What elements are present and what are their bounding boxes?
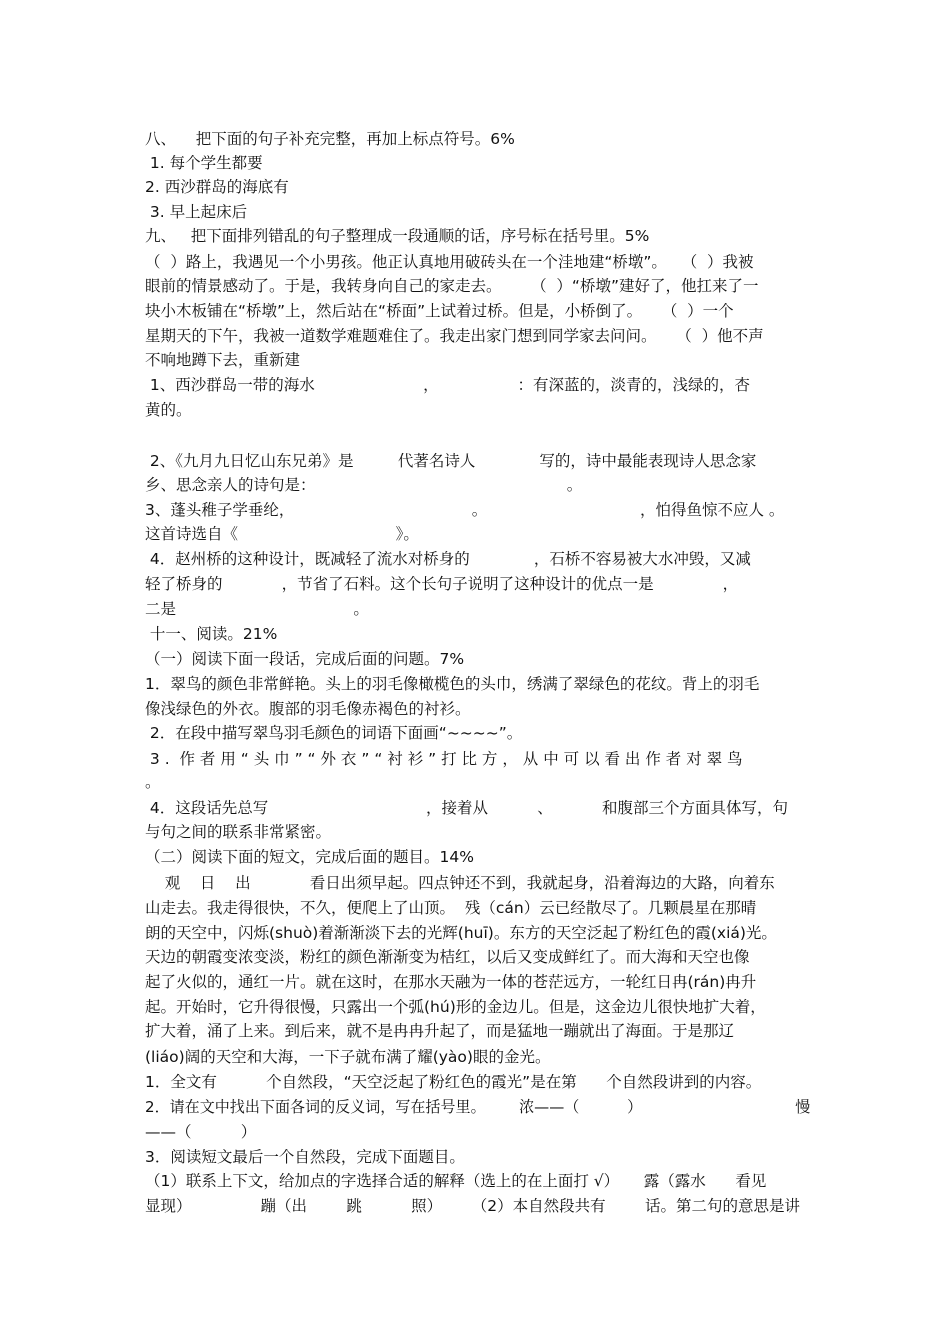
text-line: 朗的天空中，闪烁(shuò)着渐渐淡下去的光辉(huī)。东方的天空泛起了粉红色的霞(xiá)光。 <box>145 924 777 942</box>
text-line: 3．阅读短文最后一个自然段，完成下面题目。 <box>145 1148 465 1166</box>
text-line: 这首诗选自《 》。 <box>145 525 419 543</box>
text-line: （1）联系上下文，给加点的字选择合适的解释（选上的在上面打 √） 露（露水 看见 <box>145 1172 767 1190</box>
text-line: 八、 把下面的句子补充完整，再加上标点符号。6% <box>145 130 515 148</box>
text-line: （ ）路上，我遇见一个小男孩。他正认真地用破砖头在一个洼地建“桥墩”。 （ ）我被 <box>145 253 754 271</box>
text-line: 观 日 出 看日出须早起。四点钟还不到，我就起身，沿着海边的大路，向着东 <box>145 874 775 892</box>
text-line: 起。开始时，它升得很慢，只露出一个弧(hú)形的金边儿。但是，这金边儿很快地扩大着， <box>145 998 766 1016</box>
text-line: 1．翠鸟的颜色非常鲜艳。头上的羽毛像橄榄色的头巾，绣满了翠绿色的花纹。背上的羽毛 <box>145 675 760 693</box>
text-line: 4．这段话先总写 ，接着从 、 和腹部三个方面具体写，句 <box>145 799 788 817</box>
text-line: 。 <box>145 773 161 791</box>
text-line: 显现） 蹦（出 跳 照） （2）本自然段共有 话。第二句的意思是讲 <box>145 1197 801 1215</box>
text-line: 眼前的情景感动了。于是，我转身向自己的家走去。 （ ）“桥墩”建好了，他扛来了一 <box>145 277 759 295</box>
text-line: 4．赵州桥的这种设计，既减轻了流水对桥身的 ，石桥不容易被大水冲毁，又减 <box>145 550 751 568</box>
text-line: 1. 每个学生都要 <box>145 154 263 172</box>
text-line: （一）阅读下面一段话，完成后面的问题。7% <box>145 650 465 668</box>
text-line: 2、《九月九日忆山东兄弟》是 代著名诗人 写的，诗中最能表现诗人思念家 <box>145 452 757 470</box>
text-line: 轻了桥身的 ，节省了石料。这个长句子说明了这种设计的优点一是 ， <box>145 575 739 593</box>
text-line: 2. 西沙群岛的海底有 <box>145 178 289 196</box>
text-line: (liáo)阔的天空和大海，一下子就布满了耀(yào)眼的金光。 <box>145 1048 551 1066</box>
text-line: 乡、思念亲人的诗句是： 。 <box>145 476 583 494</box>
text-line: 天边的朝霞变浓变淡，粉红的颜色渐渐变为桔红，以后又变成鲜红了。而大海和天空也像 <box>145 948 750 966</box>
text-line: 起了火似的，通红一片。就在这时，在那水天融为一体的苍茫远方，一轮红日冉(rán)冉升 <box>145 973 757 991</box>
text-line: 山走去。我走得很快，不久，便爬上了山顶。 残（cán）云已经散尽了。几颗晨星在那晴 <box>145 899 757 917</box>
text-line: 二是 。 <box>145 600 369 618</box>
text-line: 1、西沙群岛一带的海水 ， ：有深蓝的，淡青的，浅绿的，杏 <box>145 376 751 394</box>
text-line: 3、蓬头稚子学垂纶， 。 ，怕得鱼惊不应人 。 <box>145 501 785 519</box>
text-line: 1．全文有 个自然段，“天空泛起了粉红色的霞光”是在第 个自然段讲到的内容。 <box>145 1073 762 1091</box>
text-line: 黄的。 <box>145 401 192 419</box>
text-line: 星期天的下午，我被一道数学难题难住了。我走出家门想到同学家去问问。 （ ）他不声 <box>145 327 764 345</box>
text-line: 扩大着，涌了上来。到后来，就不是冉冉升起了，而是猛地一蹦就出了海面。于是那辽 <box>145 1022 735 1040</box>
text-line: 2．请在文中找出下面各词的反义词，写在括号里。 浓——（ ） 慢 <box>145 1098 811 1116</box>
text-line: 十一、阅读。21% <box>145 625 278 643</box>
text-line: 3. 早上起床后 <box>145 203 248 221</box>
text-line: 3 . 作 者 用 “ 头 巾 ” “ 外 衣 ” “ 衬 衫 ” 打 比 方 ， 从 中 可 以 看 出 作 者 对 翠 鸟 <box>145 750 743 768</box>
text-line: 块小木板铺在“桥墩”上，然后站在“桥面”上试着过桥。但是，小桥倒了。 （ ）一个 <box>145 302 734 320</box>
text-line: （二）阅读下面的短文，完成后面的题目。14% <box>145 848 474 866</box>
text-line: 不响地蹲下去，重新建 <box>145 351 301 369</box>
text-line: 2．在段中描写翠鸟羽毛颜色的词语下面画“~~~~”。 <box>145 724 523 742</box>
text-line: 像浅绿色的外衣。腹部的羽毛像赤褐色的衬衫。 <box>145 700 471 718</box>
text-line: ——（ ） <box>145 1123 257 1141</box>
text-line: 九、 把下面排列错乱的句子整理成一段通顺的话，序号标在括号里。5% <box>145 227 650 245</box>
text-line: 与句之间的联系非常紧密。 <box>145 823 332 841</box>
